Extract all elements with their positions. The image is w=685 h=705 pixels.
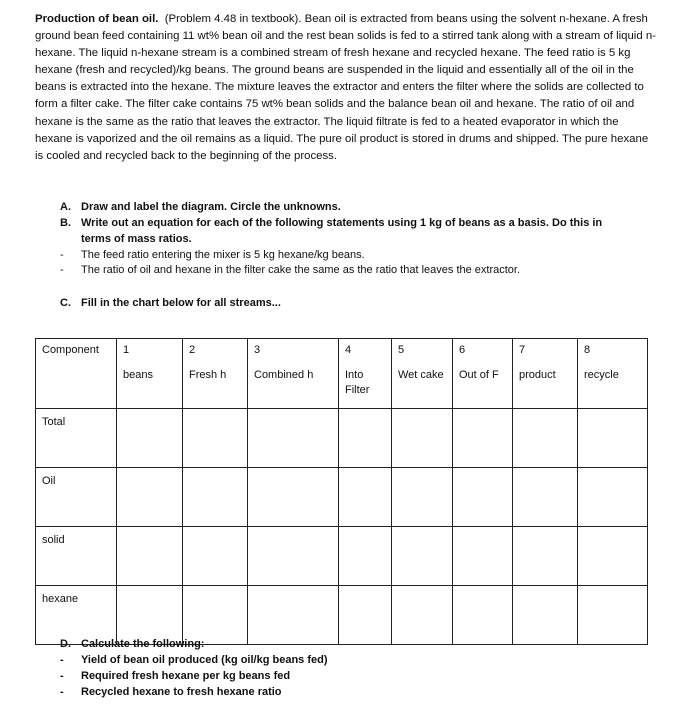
table-cell[interactable] (117, 409, 183, 468)
problem-body: (Problem 4.48 in textbook). Bean oil is extracted from beans using the solvent n-hexane. A fresh ground bean feed containing 11 wt% bean oil and the rest bean solids is fed to a stirred tank along with a stream of liquid n-hexane. The liquid n-hexane stream is a combined stream of fresh hexane and recycled hexane. The feed ratio is 5 kg hexane (fresh and recycled)/kg beans. The ground beans are suspended in the liquid and essentially all of the oil in the beans is extracted into the hexane. The mixture leaves the extractor and enters the filter where the solids are collected to form a filter cake. The filter cake contains 75 wt% bean solids and the balance bean oil and hexane. The ratio of oil and hexane is the same as the ratio that leaves the extractor. The liquid filtrate is fed to a heated evaporator in which the hexane is vaporized and the oil remains as a liquid. The pure oil product is stored in drums and shipped. The pure hexane is cooled and recycled back to the beginning of the process. (35, 13, 656, 162)
part-b-text-line1: Write out an equation for each of the following statements using 1 kg of beans as a basis. Do this in (81, 217, 603, 229)
table-cell[interactable] (117, 527, 183, 586)
table-cell[interactable] (392, 468, 453, 527)
part-b-bullet-text: The ratio of oil and hexane in the filter cake the same as the ratio that leaves the extractor. (81, 264, 521, 276)
table-cell[interactable] (183, 409, 248, 468)
stream-header-1: 1 beans (117, 339, 183, 409)
part-b-bullet-text: The feed ratio entering the mixer is 5 kg hexane/kg beans. (81, 249, 365, 261)
stream-header-5: 5 Wet cake (392, 339, 453, 409)
table-cell[interactable] (117, 468, 183, 527)
part-a-text: Draw and label the diagram. Circle the unknowns. (81, 201, 341, 213)
part-b-label: B. (60, 217, 71, 229)
stream-table (35, 338, 648, 645)
table-cell[interactable] (453, 468, 513, 527)
stream-header-8: 8 recycle (578, 339, 648, 409)
part-d-text: Calculate the following: (81, 638, 205, 650)
worksheet-page: Production of bean oil. (Problem 4.48 in textbook). Bean oil is extracted from beans using the solvent n-hexane. A fresh ground bean feed containing 11 wt% bean oil and the rest bean solids is fed to a stirred tank along with a stream of liquid n-hexane. The liquid n-hexane stream is a combined stream of fresh hexane and recycled hexane. The feed ratio is 5 kg hexane (fresh and recycled)/kg beans. The ground beans are suspended in the liquid and essentially all of the oil in the beans is extracted into the hexane. The mixture leaves the extractor and enters the filter where the solids are collected to form a filter cake. The filter cake contains 75 wt% bean solids and the balance bean oil and hexane. The ratio of oil and hexane is the same as the ratio that leaves the extractor. The liquid filtrate is fed to a heated evaporator in which the hexane is vaporized and the oil remains as a liquid. The pure oil product is stored in drums and shipped. The pure hexane is cooled and recycled back to the beginning of the process. A. Draw and label the diagram. Circle the unknowns. B. Write out an equation for each of the following statements using 1 kg of beans as a basis. Do this in terms of mass ratios. - The feed ratio entering the mixer is 5 kg hexane/kg beans. - The ratio of oil and hexane in the filter cake the same as the ratio that leaves the extractor. C. Fill in the chart below for all streams... Component 1 beans 2 Fresh h 3 Combined h 4 Into Filter 5 Wet cake 6 Out of F 7 product 8 recycle Total Oil solid hexane D. Calculate the following: - Yield of bean oil produced (kg oil/kg beans fed) - Required fresh hexane per kg beans fed - Recycled hexane to fresh hexane ratio (35, 13, 656, 698)
table-cell[interactable] (513, 527, 578, 586)
table-cell[interactable] (578, 468, 648, 527)
table-cell[interactable] (248, 409, 339, 468)
row-label-oil: Oil (36, 468, 117, 527)
row-label-solid: solid (36, 527, 117, 586)
component-header: Component (36, 339, 117, 409)
table-cell[interactable] (248, 527, 339, 586)
table-header-row (36, 339, 648, 409)
table-cell[interactable] (183, 468, 248, 527)
problem-title: Production of bean oil. (35, 13, 159, 25)
problem-statement (35, 11, 657, 165)
table-row (36, 409, 648, 468)
part-c-text: Fill in the chart below for all streams... (81, 297, 281, 309)
part-a-label: A. (60, 201, 71, 213)
table-cell[interactable] (578, 527, 648, 586)
stream-header-7: 7 product (513, 339, 578, 409)
table-cell[interactable] (392, 527, 453, 586)
part-d-bullet-text: Required fresh hexane per kg beans fed (81, 670, 291, 682)
part-d-bullet-text: Yield of bean oil produced (kg oil/kg beans fed) (81, 654, 328, 666)
row-label-hexane: hexane (36, 586, 117, 645)
table-cell[interactable] (392, 409, 453, 468)
table-cell[interactable] (339, 468, 392, 527)
table-cell[interactable] (183, 527, 248, 586)
stream-header-4: 4 Into Filter (339, 339, 392, 409)
table-cell[interactable] (513, 468, 578, 527)
part-d-bullet-text: Recycled hexane to fresh hexane ratio (81, 686, 282, 698)
part-d-label: D. (60, 638, 71, 650)
table-cell[interactable] (453, 527, 513, 586)
table-cell[interactable] (453, 409, 513, 468)
table-row (36, 527, 648, 586)
part-c-label: C. (60, 297, 71, 309)
table-cell[interactable] (578, 409, 648, 468)
part-b-text-line2: terms of mass ratios. (81, 233, 192, 245)
stream-header-3: 3 Combined h (248, 339, 339, 409)
table-cell[interactable] (339, 527, 392, 586)
stream-header-2: 2 Fresh h (183, 339, 248, 409)
table-cell[interactable] (513, 409, 578, 468)
table-cell[interactable] (248, 468, 339, 527)
stream-header-6: 6 Out of F (453, 339, 513, 409)
row-label-total: Total (36, 409, 117, 468)
table-row (36, 468, 648, 527)
table-cell[interactable] (339, 409, 392, 468)
